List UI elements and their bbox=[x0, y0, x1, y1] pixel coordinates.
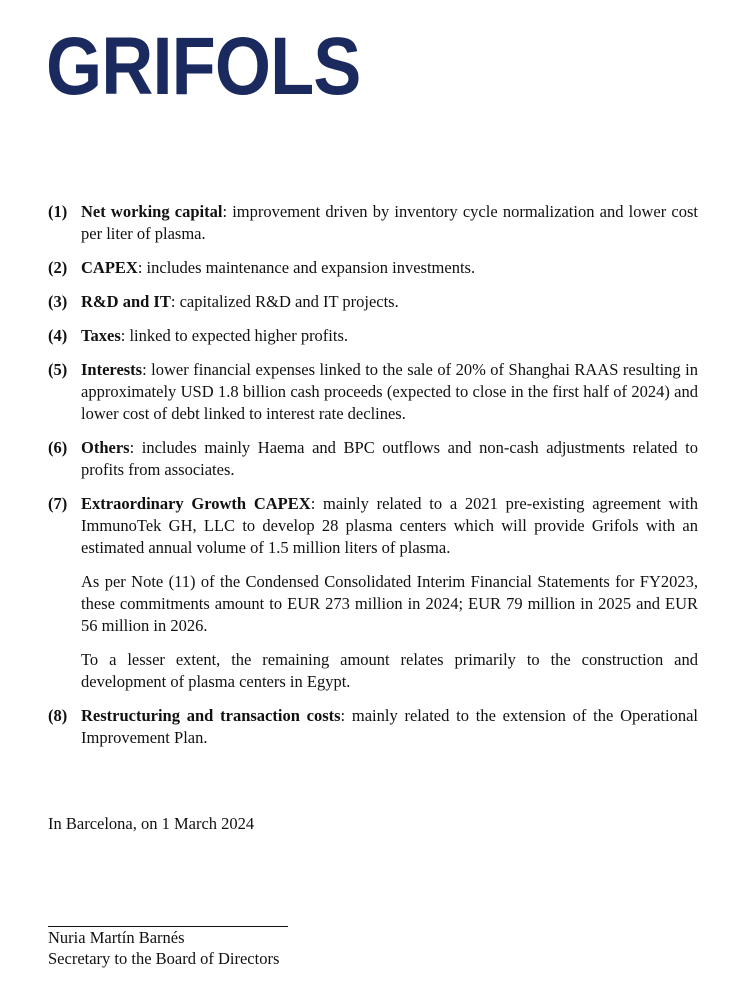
notes-list bbox=[48, 201, 698, 761]
note-term: Restructuring and transaction costs bbox=[81, 706, 341, 725]
note-text: : improvement driven by inventory cycle normalization and lower cost per liter of plasma. bbox=[81, 202, 698, 243]
note-number: (5) bbox=[48, 360, 68, 379]
signatory-role: Secretary to the Board of Directors bbox=[48, 949, 280, 968]
note-text: : linked to expected higher profits. bbox=[120, 326, 349, 345]
note-body bbox=[81, 359, 698, 425]
note-item bbox=[48, 325, 698, 347]
note-item bbox=[48, 705, 698, 749]
note-body bbox=[81, 291, 698, 313]
signatory-name: Nuria Martín Barnés bbox=[48, 928, 185, 947]
note-text: : capitalized R&D and IT projects. bbox=[170, 292, 399, 311]
place-date: In Barcelona, on 1 March 2024 bbox=[48, 814, 255, 833]
note-number: (6) bbox=[48, 438, 68, 457]
note-body bbox=[81, 325, 698, 347]
note-term: Extraordinary Growth CAPEX bbox=[81, 494, 311, 513]
note-number: (2) bbox=[48, 258, 68, 277]
note-number: (1) bbox=[48, 202, 68, 221]
note-extra-paragraph: As per Note (11) of the Condensed Consolidated Interim Financial Statements for FY2023, these commitments amount to EUR 273 million in 2024; EUR 79 million in 2025 and EUR 56 million in 2026. bbox=[81, 572, 698, 635]
note-body bbox=[81, 493, 698, 693]
note-item bbox=[48, 201, 698, 245]
note-item bbox=[48, 437, 698, 481]
note-body bbox=[81, 705, 698, 749]
signature-line bbox=[48, 926, 288, 927]
note-text: : includes maintenance and expansion investments. bbox=[137, 258, 476, 277]
note-term: Net working capital bbox=[81, 202, 223, 221]
grifols-logo: GRIFOLS bbox=[46, 21, 361, 112]
note-term: Taxes bbox=[81, 326, 121, 345]
note-item bbox=[48, 257, 698, 279]
note-term: Interests bbox=[81, 360, 143, 379]
note-body bbox=[81, 257, 698, 279]
note-text: : mainly related to the extension of the Operational Improvement Plan. bbox=[81, 706, 698, 747]
note-item bbox=[48, 291, 698, 313]
note-main-paragraph bbox=[81, 493, 698, 559]
note-number: (3) bbox=[48, 292, 68, 311]
note-number: (8) bbox=[48, 706, 68, 725]
note-number: (7) bbox=[48, 494, 68, 513]
note-term: R&D and IT bbox=[81, 292, 171, 311]
note-item bbox=[48, 359, 698, 425]
note-item bbox=[48, 493, 698, 693]
note-body bbox=[81, 437, 698, 481]
note-number: (4) bbox=[48, 326, 68, 345]
note-body bbox=[81, 201, 698, 245]
note-text: : mainly related to a 2021 pre-existing agreement with ImmunoTek GH, LLC to develop 28 plasma centers which will provide Grifols with an estimated annual volume of 1.5 million liters of plasma. bbox=[81, 494, 698, 557]
note-text: : includes mainly Haema and BPC outflows and non-cash adjustments related to profits from associates. bbox=[81, 438, 698, 479]
note-term: Others bbox=[81, 438, 130, 457]
note-extra-paragraph: To a lesser extent, the remaining amount relates primarily to the construction and development of plasma centers in Egypt. bbox=[81, 650, 698, 691]
note-term: CAPEX bbox=[81, 258, 138, 277]
note-text: : lower financial expenses linked to the sale of 20% of Shanghai RAAS resulting in approximately USD 1.8 billion cash proceeds (expected to close in the first half of 2024) and lower cost of debt linked to interest rate declines. bbox=[81, 360, 698, 423]
